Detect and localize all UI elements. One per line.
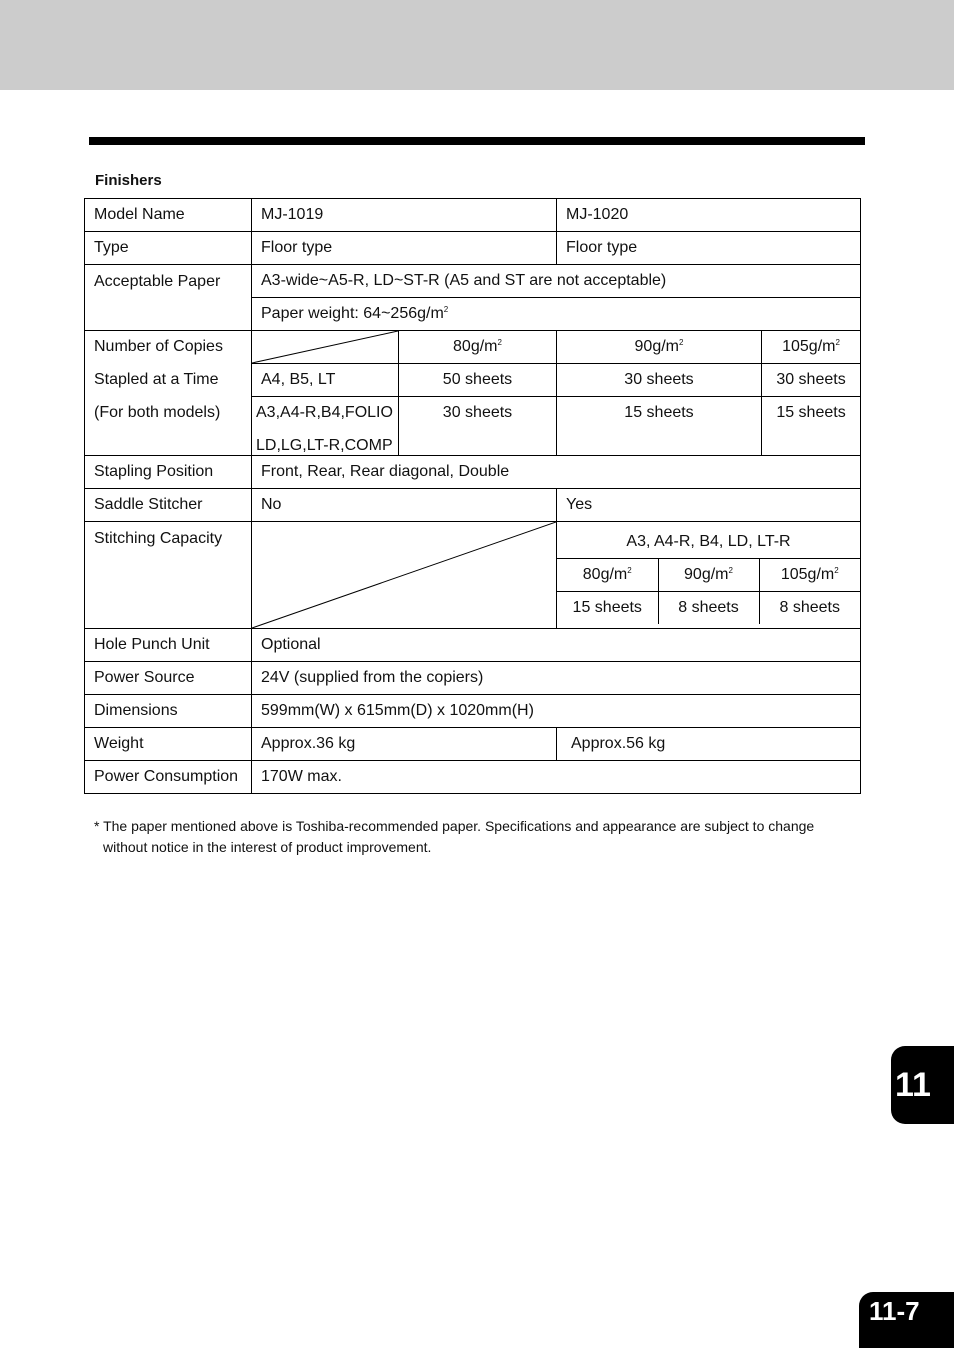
copies-a3-105: 15 sheets xyxy=(762,397,861,456)
page-number: 11-7 xyxy=(859,1292,954,1348)
stitching-value-90: 8 sheets xyxy=(658,592,759,625)
type-mj1019: Floor type xyxy=(252,232,557,265)
row-copies-header xyxy=(85,331,861,364)
label-stitching-capacity: Stitching Capacity xyxy=(85,522,252,629)
power-consumption-value: 170W max. xyxy=(252,761,861,794)
copies-weight-105: $105g/m^2$ xyxy=(762,331,861,364)
label-weight: Weight xyxy=(85,728,252,761)
copies-weight-80: $80g/m^2$ xyxy=(399,331,557,364)
saddle-mj1020: Yes xyxy=(557,489,861,522)
copies-weight-90: $90g/m^2$ xyxy=(557,331,762,364)
stitching-capacity-grid xyxy=(557,522,861,629)
row-power-source xyxy=(85,662,861,695)
label-power-consumption: Power Consumption xyxy=(85,761,252,794)
row-weight xyxy=(85,728,861,761)
model-mj1020: MJ-1020 xyxy=(557,199,861,232)
stitching-weight-90: $90g/m^2$ xyxy=(658,559,759,592)
copies-a4-90: 30 sheets xyxy=(557,364,762,397)
row-type xyxy=(85,232,861,265)
copies-a3-90: 15 sheets xyxy=(557,397,762,456)
row-power-consumption xyxy=(85,761,861,794)
footnote xyxy=(94,816,854,858)
copies-size-a3: A3,A4-R,B4,FOLIO LD,LG,LT-R,COMP xyxy=(252,397,399,456)
label-stapling-position: Stapling Position xyxy=(85,456,252,489)
acceptable-paper-sizes: A3-wide~A5-R, LD~ST-R (A5 and ST are not acceptable) xyxy=(252,265,861,298)
stitching-diagonal-cell xyxy=(252,522,557,629)
stitching-value-105: 8 sheets xyxy=(759,592,860,625)
row-acceptable-paper xyxy=(85,265,861,298)
row-hole-punch xyxy=(85,629,861,662)
label-dimensions: Dimensions xyxy=(85,695,252,728)
copies-a3-80: 30 sheets xyxy=(399,397,557,456)
chapter-tab: 11 xyxy=(891,1046,954,1124)
stitching-value-80: 15 sheets xyxy=(557,592,658,625)
row-saddle-stitcher xyxy=(85,489,861,522)
finishers-spec-table xyxy=(84,198,861,794)
row-dimensions xyxy=(85,695,861,728)
weight-mj1019: Approx.36 kg xyxy=(252,728,557,761)
footnote-line-1: * The paper mentioned above is Toshiba-recommended paper. Specifications and appearance are subject to change xyxy=(94,818,815,834)
label-saddle-stitcher: Saddle Stitcher xyxy=(85,489,252,522)
label-model-name: Model Name xyxy=(85,199,252,232)
label-hole-punch: Hole Punch Unit xyxy=(85,629,252,662)
copies-diagonal-cell xyxy=(252,331,399,364)
copies-a4-80: 50 sheets xyxy=(399,364,557,397)
saddle-mj1019: No xyxy=(252,489,557,522)
label-type: Type xyxy=(85,232,252,265)
stapling-position-value: Front, Rear, Rear diagonal, Double xyxy=(252,456,861,489)
section-title: Finishers xyxy=(95,172,162,189)
type-mj1020: Floor type xyxy=(557,232,861,265)
copies-a4-105: 30 sheets xyxy=(762,364,861,397)
weight-mj1020: Approx.56 kg xyxy=(557,728,861,761)
paper-weight: Paper weight: $64\sim 256g/m^2$ xyxy=(252,298,861,331)
hole-punch-value: Optional xyxy=(252,629,861,662)
stitching-sizes: A3, A4-R, B4, LD, LT-R xyxy=(626,533,791,550)
label-number-of-copies: Number of Copies Stapled at a Time (For both models) xyxy=(85,331,252,456)
row-model-name xyxy=(85,199,861,232)
model-mj1019: MJ-1019 xyxy=(252,199,557,232)
section-rule xyxy=(89,137,865,145)
row-stapling-position xyxy=(85,456,861,489)
dimensions-value: 599mm(W) x 615mm(D) x 1020mm(H) xyxy=(252,695,861,728)
copies-size-a4: A4, B5, LT xyxy=(252,364,399,397)
power-source-value: 24V (supplied from the copiers) xyxy=(252,662,861,695)
row-stitching-capacity xyxy=(85,522,861,629)
label-acceptable-paper: Acceptable Paper xyxy=(85,265,252,331)
label-power-source: Power Source xyxy=(85,662,252,695)
stitching-weight-80: $80g/m^2$ xyxy=(557,559,658,592)
stitching-weight-105: $105g/m^2$ xyxy=(759,559,860,592)
footnote-line-2: without notice in the interest of product improvement. xyxy=(103,839,432,855)
header-band xyxy=(0,0,954,90)
